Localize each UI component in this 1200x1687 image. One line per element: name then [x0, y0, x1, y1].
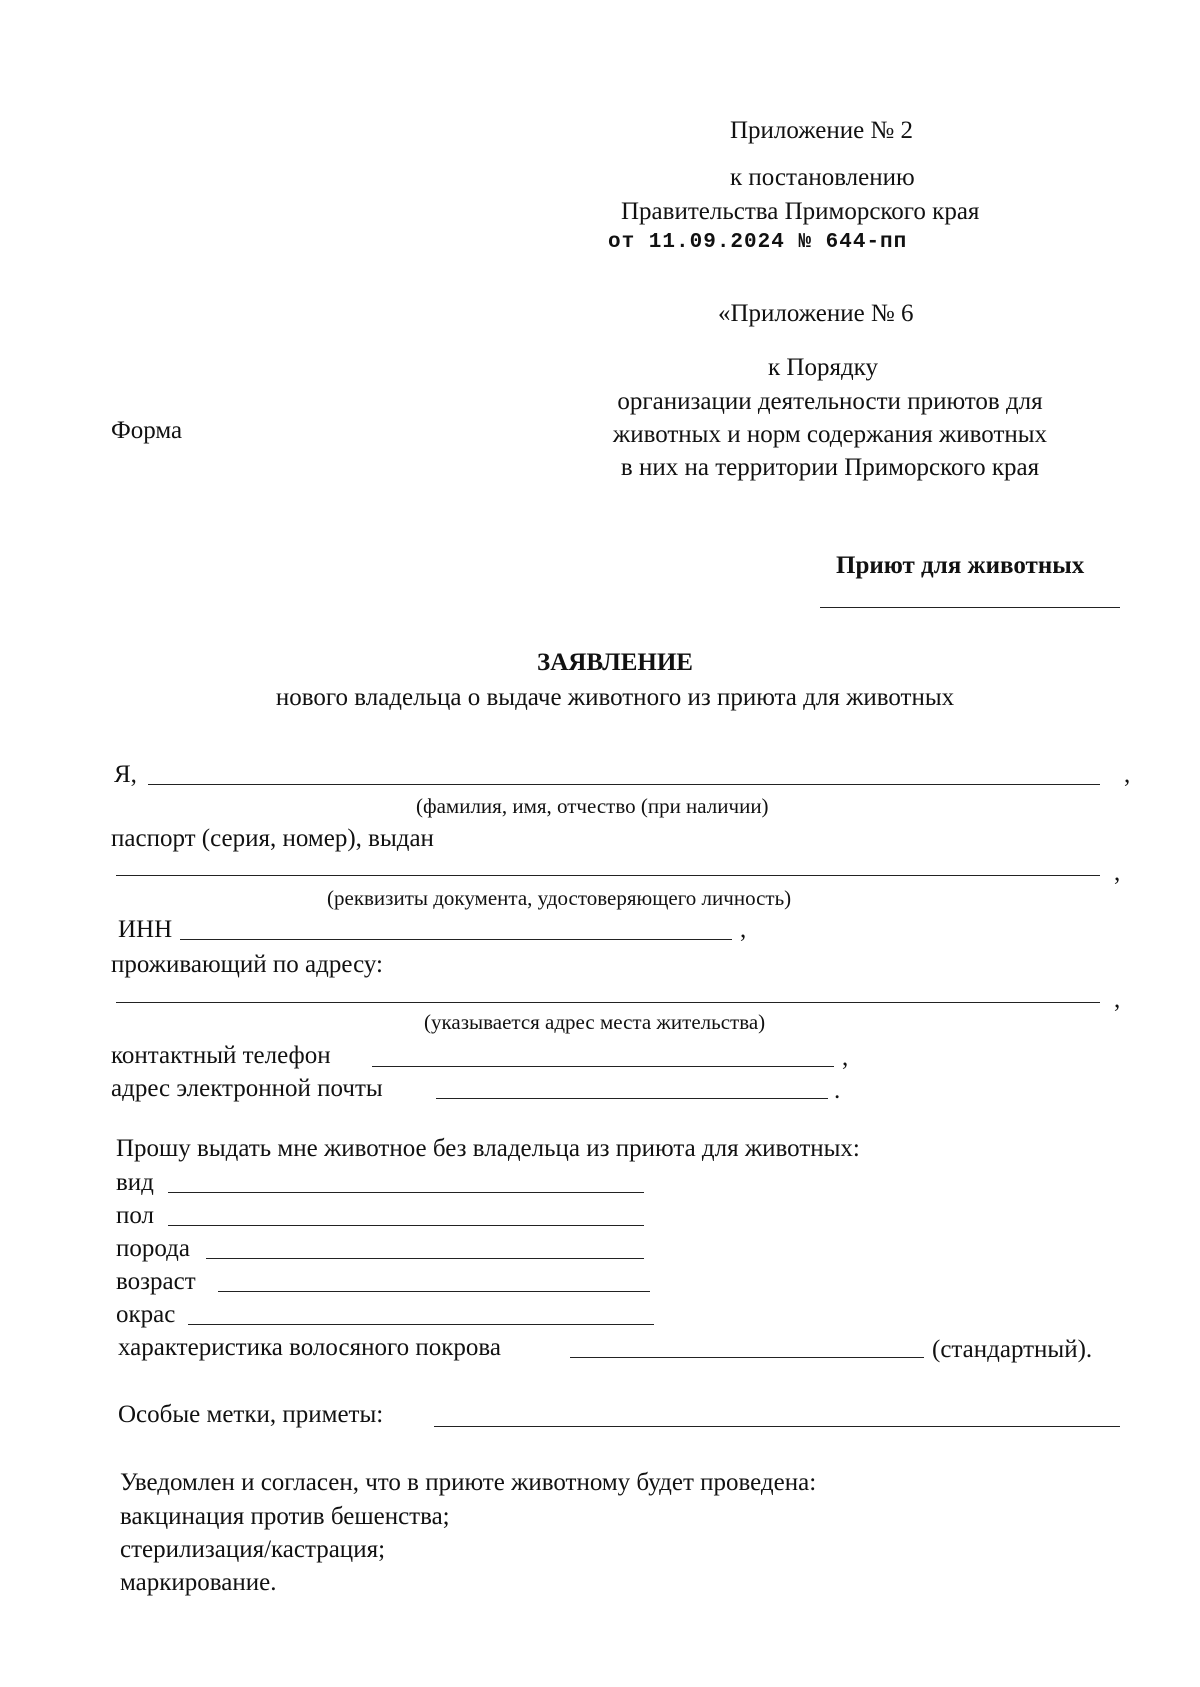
annex6-title: «Приложение № 6 [718, 300, 914, 327]
document-subtitle: нового владельца о выдаче животного из приюта для животных [275, 684, 955, 711]
annex-org: Правительства Приморского края [621, 198, 980, 225]
annex6-line-3: в них на территории Приморского края [620, 454, 1040, 481]
passport-line[interactable] [116, 875, 1100, 876]
color-label: окрас [116, 1301, 176, 1328]
inn-label: ИНН [118, 916, 173, 943]
marks-line[interactable] [434, 1426, 1120, 1427]
marks-label: Особые метки, приметы: [118, 1401, 384, 1428]
age-line[interactable] [218, 1291, 650, 1292]
breed-line[interactable] [206, 1258, 644, 1259]
annex6-line-1: организации деятельности приютов для [617, 388, 1043, 415]
passport-label: паспорт (серия, номер), выдан [111, 825, 434, 852]
period: . [834, 1077, 841, 1104]
sex-label: пол [116, 1202, 155, 1229]
address-label: проживающий по адресу: [111, 951, 383, 978]
comma: , [740, 916, 747, 943]
document-title: ЗАЯВЛЕНИЕ [537, 649, 693, 676]
coat-label: характеристика волосяного покрова [118, 1334, 501, 1361]
coat-line[interactable] [570, 1357, 924, 1358]
full-name-line[interactable] [148, 784, 1100, 785]
sex-line[interactable] [168, 1225, 644, 1226]
shelter-label: Приют для животных [836, 552, 1085, 579]
i-label: Я, [114, 761, 137, 788]
notice-intro: Уведомлен и согласен, что в приюте животному будет проведена: [120, 1469, 817, 1496]
comma: , [1124, 761, 1131, 788]
request-intro: Прошу выдать мне животное без владельца из приюта для животных: [116, 1135, 860, 1162]
species-label: вид [116, 1169, 154, 1196]
phone-label: контактный телефон [111, 1042, 331, 1069]
annex-date: от 11.09.2024 № 644-пп [608, 231, 908, 254]
annex6-to: к Порядку [768, 354, 878, 381]
species-line[interactable] [168, 1192, 644, 1193]
coat-suffix: (стандартный). [932, 1336, 1093, 1363]
comma: , [1114, 859, 1121, 886]
address-line[interactable] [116, 1002, 1100, 1003]
comma: , [842, 1044, 849, 1071]
document-hint: (реквизиты документа, удостоверяющего личность) [327, 886, 792, 910]
breed-label: порода [116, 1235, 190, 1262]
shelter-blank-line[interactable] [820, 607, 1120, 608]
full-name-hint: (фамилия, имя, отчество (при наличии) [416, 794, 769, 818]
annex-title: Приложение № 2 [730, 117, 914, 144]
annex-to: к постановлению [730, 164, 915, 191]
age-label: возраст [116, 1268, 196, 1295]
notice-item-vaccination: вакцинация против бешенства; [120, 1503, 450, 1530]
color-line[interactable] [188, 1324, 654, 1325]
notice-item-sterilization: стерилизация/кастрация; [120, 1536, 386, 1563]
email-line[interactable] [436, 1098, 828, 1099]
form-label: Форма [111, 417, 183, 444]
phone-line[interactable] [372, 1066, 834, 1067]
address-hint: (указывается адрес места жительства) [424, 1010, 766, 1034]
annex6-line-2: животных и норм содержания животных [612, 421, 1048, 448]
notice-item-marking: маркирование. [120, 1569, 277, 1596]
inn-line[interactable] [180, 939, 732, 940]
comma: , [1114, 986, 1121, 1013]
email-label: адрес электронной почты [111, 1075, 383, 1102]
